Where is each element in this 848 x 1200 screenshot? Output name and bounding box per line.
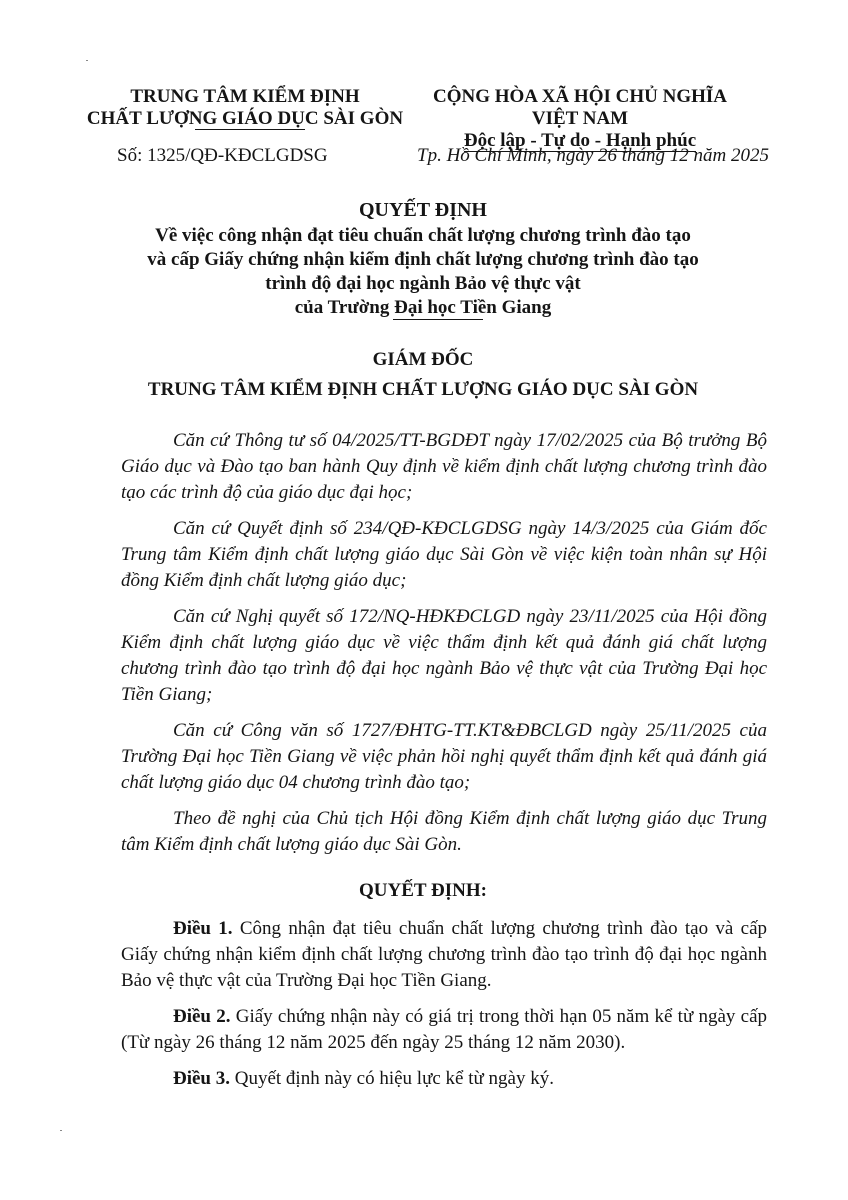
scan-speck (86, 60, 88, 61)
national-header (410, 86, 750, 152)
org-name-line1: TRUNG TÂM KIỂM ĐỊNH (130, 86, 360, 107)
authority-organization: TRUNG TÂM KIỂM ĐỊNH CHẤT LƯỢNG GIÁO DỤC SÀI GÒN (147, 379, 699, 400)
org-underline (195, 129, 305, 130)
legal-basis-paragraph: Căn cứ Quyết định số 234/QĐ-KĐCLGDSG ngày 14/3/2025 của Giám đốc Trung tâm Kiểm định chất lượng giáo dục Sài Gòn về việc kiện toàn nhân sự Hội đồng Kiểm định chất lượng giáo dục; (121, 518, 767, 591)
article-text: Giấy chứng nhận này có giá trị trong thời hạn 05 năm kể từ ngày cấp (Từ ngày 26 tháng 12 năm 2025 đến ngày 25 tháng 12 năm 2030). (121, 1006, 768, 1053)
legal-basis-paragraph: Căn cứ Nghị quyết số 172/NQ-HĐKĐCLGD ngày 23/11/2025 của Hội đồng Kiểm định chất lượng giáo dục về việc thẩm định kết quả đánh giá chất lượng chương trình đào tạo trình độ đại học ngành Bảo vệ thực vật của Trường Đại học Tiền Giang; (121, 606, 767, 705)
article-1 (121, 916, 767, 994)
subject-line: Về việc công nhận đạt tiêu chuẩn chất lượng chương trình đào tạo (155, 225, 691, 246)
document-number: Số: 1325/QĐ-KĐCLGDSG (117, 145, 328, 166)
legal-bases (121, 428, 767, 868)
org-name-line2: CHẤT LƯỢNG GIÁO DỤC SÀI GÒN (86, 108, 404, 129)
legal-basis-paragraph: Căn cứ Thông tư số 04/2025/TT-BGDĐT ngày 17/02/2025 của Bộ trưởng Bộ Giáo dục và Đào tạo ban hành Quy định về kiểm định chất lượng chương trình đào tạo các trình độ của giáo dục đại học; (121, 430, 767, 503)
article-label: Điều 3. (173, 1068, 230, 1089)
legal-basis-paragraph: Căn cứ Công văn số 1727/ĐHTG-TT.KT&ĐBCLGD ngày 25/11/2025 của Trường Đại học Tiền Giang về việc phản hồi nghị quyết thẩm định kết quả đánh giá chất lượng giáo dục 04 chương trình đào tạo; (121, 720, 767, 793)
org-name-line2-wrap (87, 108, 403, 130)
subject-line: của Trường Đại học Tiền Giang (294, 297, 552, 318)
issuing-authority (80, 345, 766, 405)
article-text: Công nhận đạt tiêu chuẩn chất lượng chương trình đào tạo và cấp Giấy chứng nhận kiểm định chất lượng chương trình đào tạo trình độ đại học ngành Bảo vệ thực vật của Trường Đại học Tiền Giang. (121, 918, 768, 991)
article-label: Điều 2. (173, 1006, 231, 1027)
subject-line: và cấp Giấy chứng nhận kiểm định chất lượng chương trình đào tạo (147, 249, 699, 270)
nation-name: CỘNG HÒA XÃ HỘI CHỦ NGHĨA VIỆT NAM (433, 86, 727, 129)
subject-line-last-wrap (295, 296, 551, 320)
article-2 (121, 1004, 767, 1056)
decision-heading: QUYẾT ĐỊNH: (359, 880, 487, 901)
decision-title: QUYẾT ĐỊNH (359, 199, 487, 221)
article-text: Quyết định này có hiệu lực kể từ ngày ký. (234, 1068, 554, 1089)
articles (121, 916, 767, 1102)
legal-basis-paragraph: Theo đề nghị của Chủ tịch Hội đồng Kiểm định chất lượng giáo dục Trung tâm Kiểm định chất lượng giáo dục Sài Gòn. (121, 808, 767, 855)
article-3 (121, 1066, 767, 1092)
decision-title-block (80, 198, 766, 320)
authority-title: GIÁM ĐỐC (372, 349, 474, 370)
document-date: Tp. Hồ Chí Minh, ngày 26 tháng 12 năm 2025 (417, 145, 770, 166)
issuing-organization (80, 86, 410, 130)
scan-speck (60, 1130, 62, 1131)
subject-line: trình độ đại học ngành Bảo vệ thực vật (265, 273, 581, 294)
national-motto: Độc lập - Tự do - Hạnh phúc (463, 130, 697, 151)
article-label: Điều 1. (173, 918, 233, 939)
subject-underline (393, 319, 483, 320)
